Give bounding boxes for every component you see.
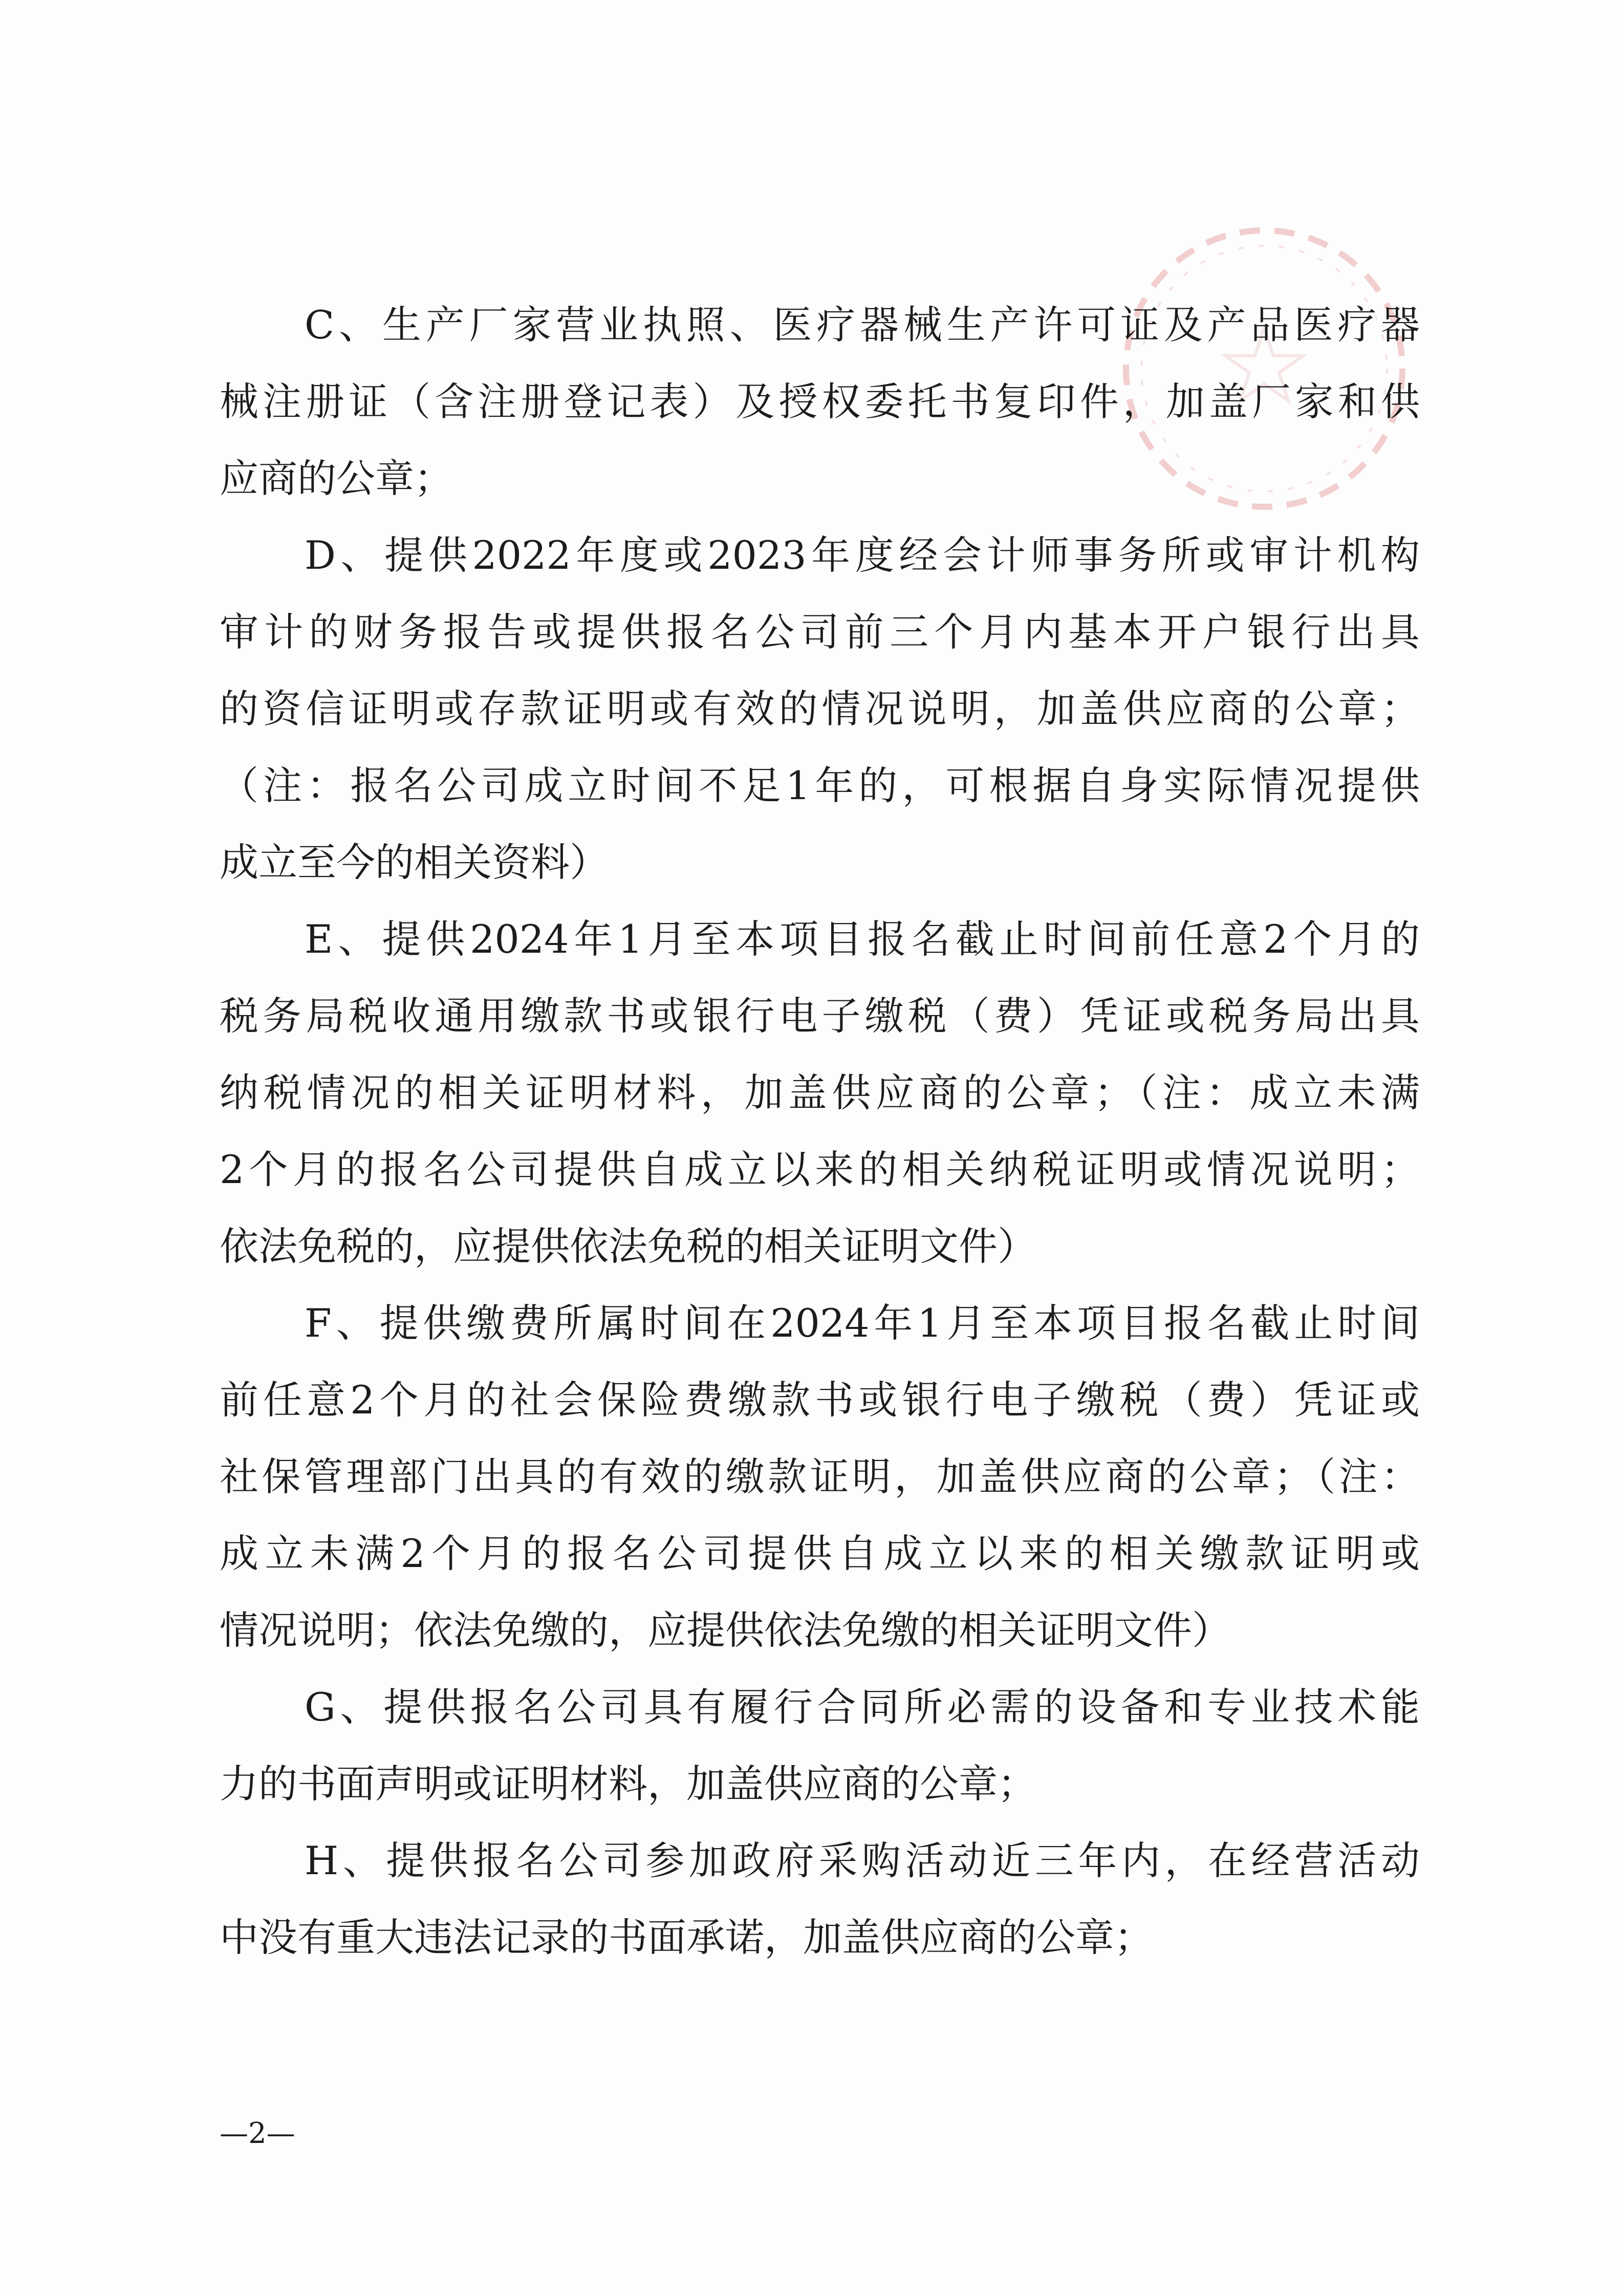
text-line: （注：报名公司成立时间不足1年的，可根据自身实际情况提供 bbox=[220, 763, 1420, 808]
paragraph-f bbox=[220, 1285, 1420, 1669]
paragraph-h bbox=[220, 1822, 1420, 1976]
page-number: —2— bbox=[220, 2117, 295, 2150]
text-line: 2个月的报名公司提供自成立以来的相关纳税证明或情况说明； bbox=[220, 1147, 1420, 1192]
text-line: C、生产厂家营业执照、医疗器械生产许可证及产品医疗器 bbox=[305, 302, 1420, 348]
text-line: 中没有重大违法记录的书面承诺，加盖供应商的公章； bbox=[220, 1915, 1153, 1960]
text-line: 成立至今的相关资料） bbox=[220, 840, 609, 885]
text-line: G、提供报名公司具有履行合同所必需的设备和专业技术能 bbox=[305, 1684, 1420, 1730]
text-line: F、提供缴费所属时间在2024年1月至本项目报名截止时间 bbox=[305, 1300, 1420, 1346]
text-line: 情况说明；依法免缴的，应提供依法免缴的相关证明文件） bbox=[220, 1607, 1231, 1653]
text-line: 应商的公章； bbox=[220, 456, 453, 501]
paragraph-g bbox=[220, 1669, 1420, 1822]
text-line: 前任意2个月的社会保险费缴款书或银行电子缴税（费）凭证或 bbox=[220, 1377, 1420, 1423]
text-line: 税务局税收通用缴款书或银行电子缴税（费）凭证或税务局出具 bbox=[220, 993, 1420, 1039]
paragraph-e bbox=[220, 901, 1420, 1285]
text-line: 成立未满2个月的报名公司提供自成立以来的相关缴款证明或 bbox=[220, 1531, 1420, 1576]
text-line: 社保管理部门出具的有效的缴款证明，加盖供应商的公章；（注： bbox=[220, 1454, 1420, 1499]
paragraph-d bbox=[220, 517, 1420, 901]
paragraph-c bbox=[220, 287, 1420, 517]
text-line: 纳税情况的相关证明材料，加盖供应商的公章；（注：成立未满 bbox=[220, 1070, 1420, 1115]
text-line: 械注册证（含注册登记表）及授权委托书复印件，加盖厂家和供 bbox=[220, 379, 1420, 424]
text-line: H、提供报名公司参加政府采购活动近三年内，在经营活动 bbox=[305, 1838, 1420, 1883]
text-line: E、提供2024年1月至本项目报名截止时间前任意2个月的 bbox=[305, 916, 1420, 962]
text-line: 力的书面声明或证明材料，加盖供应商的公章； bbox=[220, 1761, 1036, 1807]
text-line: 审计的财务报告或提供报名公司前三个月内基本开户银行出具 bbox=[220, 609, 1420, 655]
text-line: 的资信证明或存款证明或有效的情况说明，加盖供应商的公章； bbox=[220, 686, 1420, 732]
document-body bbox=[220, 287, 1420, 1976]
text-line: 依法免税的，应提供依法免税的相关证明文件） bbox=[220, 1224, 1036, 1269]
text-line: D、提供2022年度或2023年度经会计师事务所或审计机构 bbox=[305, 532, 1420, 578]
